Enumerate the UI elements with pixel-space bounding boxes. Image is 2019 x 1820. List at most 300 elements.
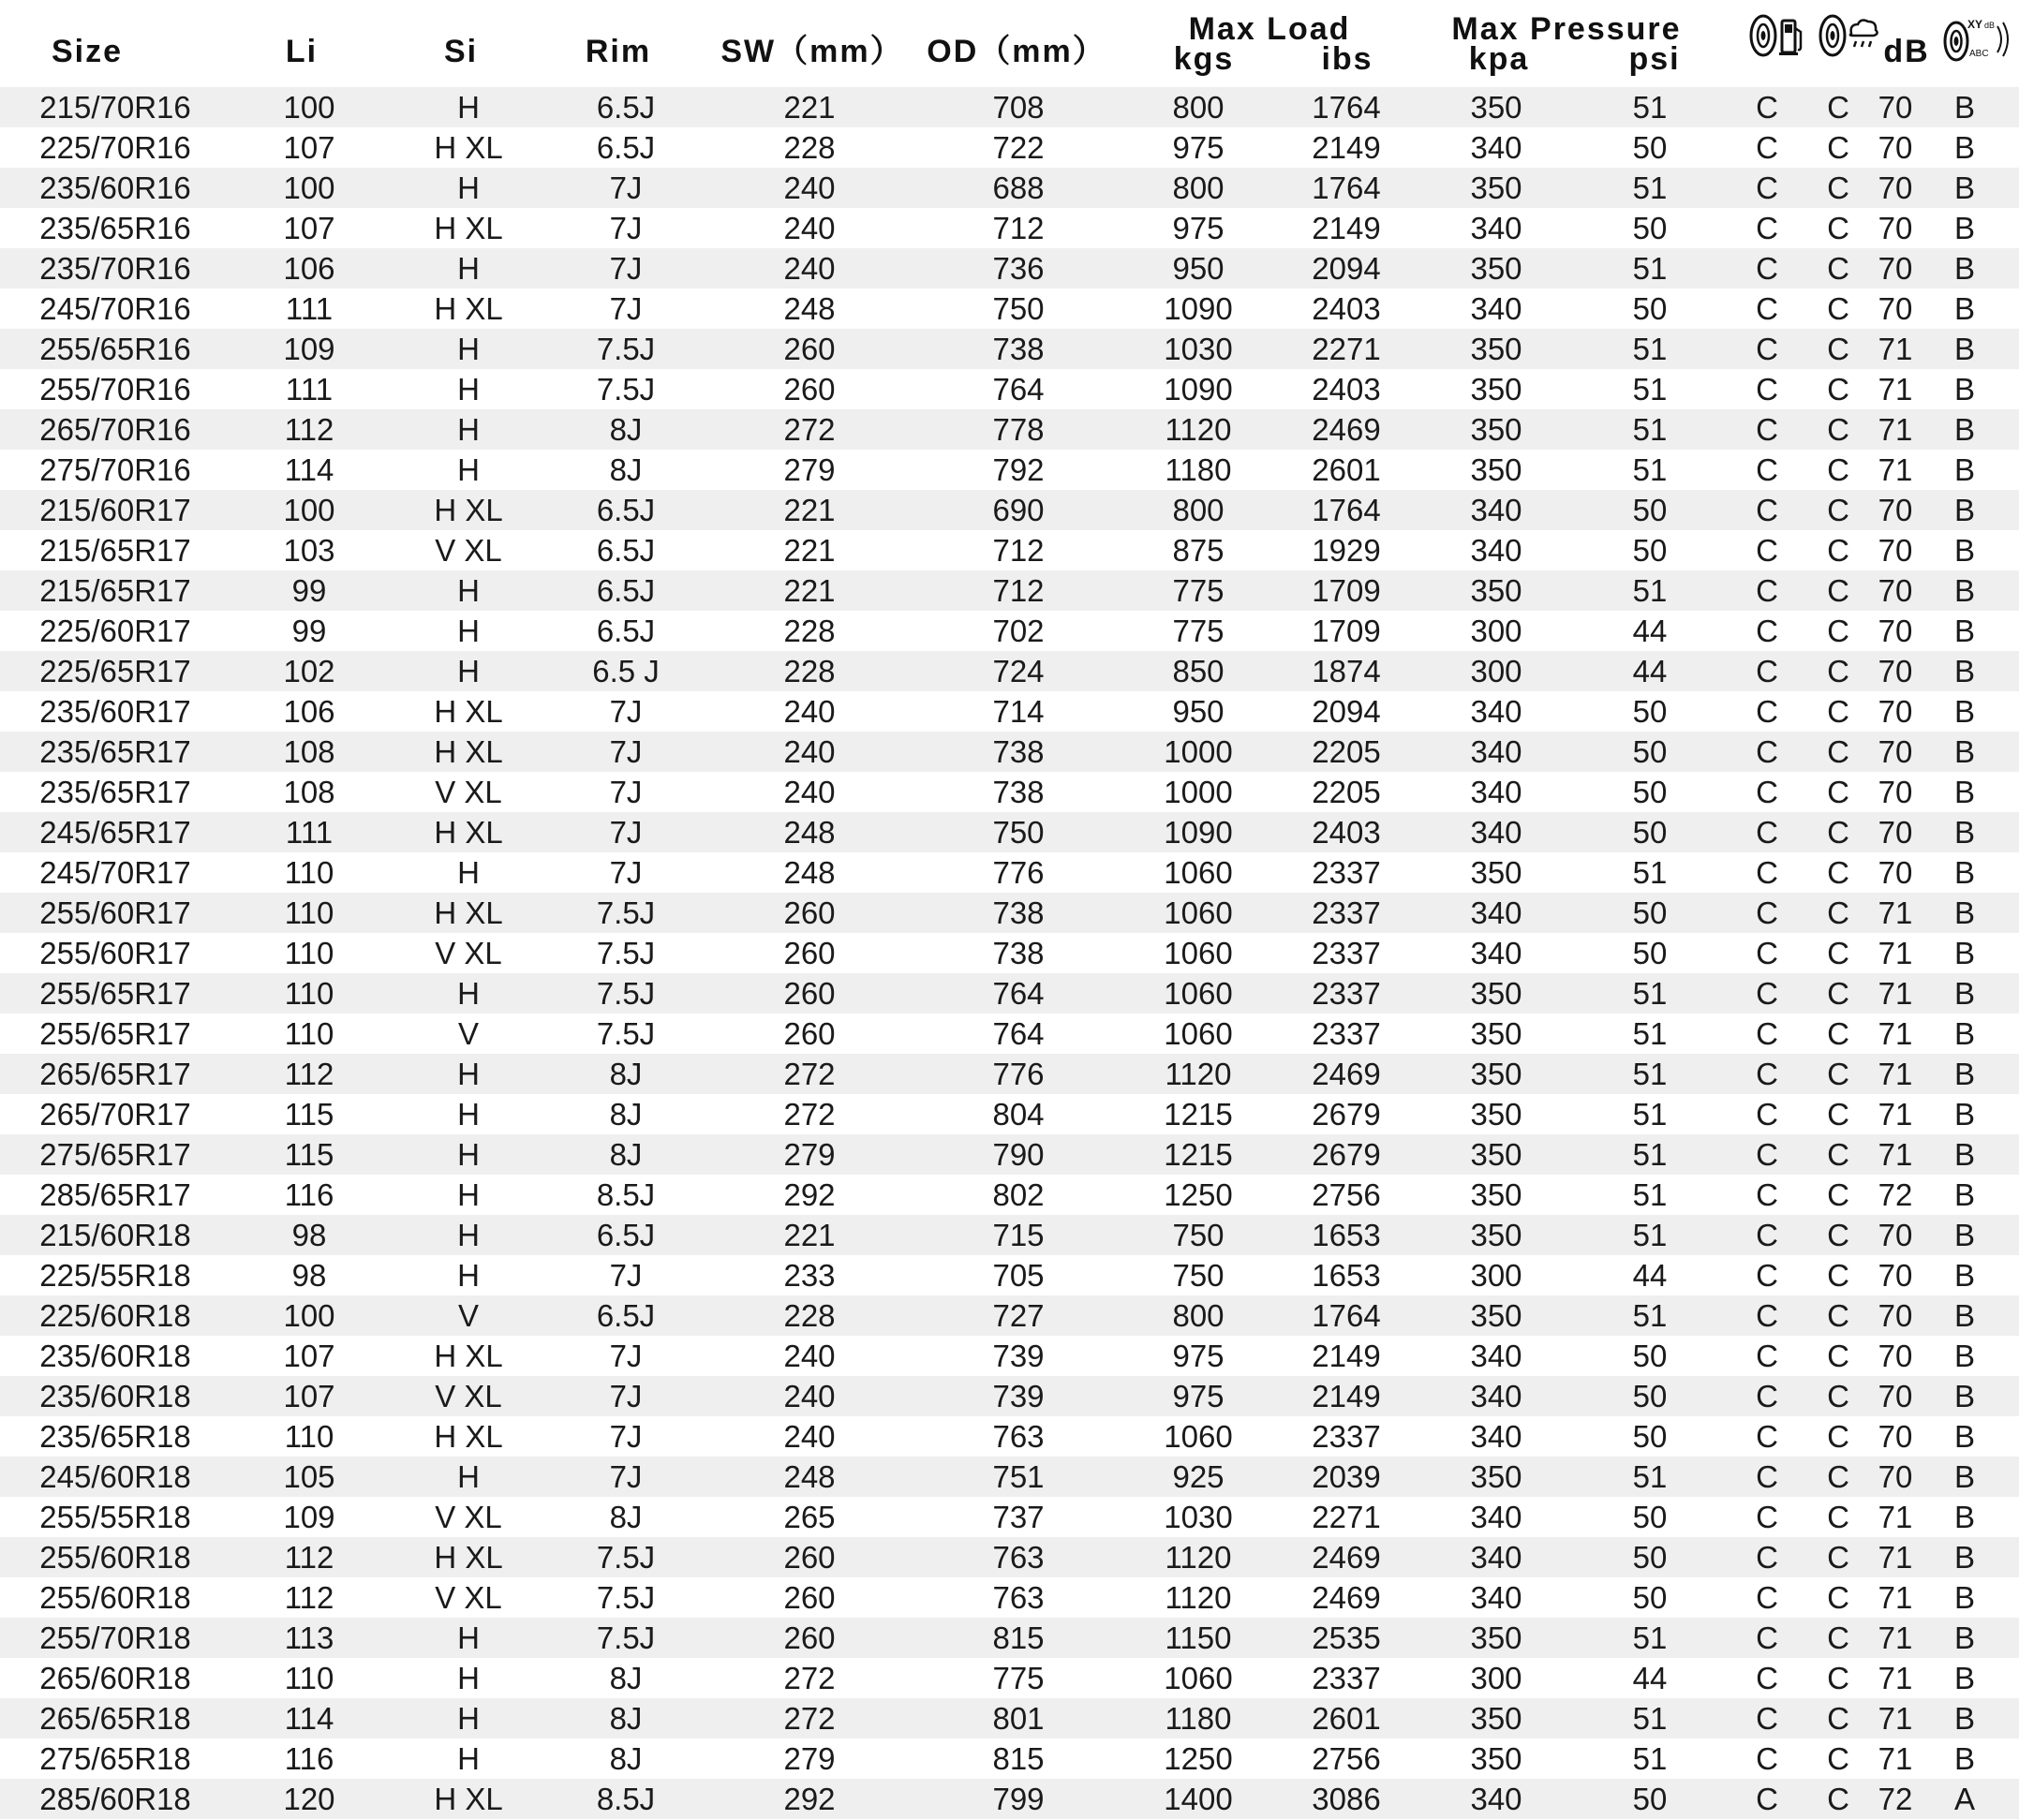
noise-class-icon (1939, 13, 2016, 66)
cell-wet-class: C (1827, 734, 1849, 769)
cell-li: 114 (284, 1701, 334, 1736)
cell-pressure-psi: 51 (1632, 170, 1668, 205)
cell-noise-db: 70 (1878, 614, 1913, 648)
cell-load-lbs: 2205 (1312, 734, 1381, 769)
cell-size: 245/70R16 (39, 291, 191, 326)
cell-rim: 8J (609, 452, 643, 487)
cell-si: H (457, 976, 480, 1011)
cell-si: V XL (435, 1500, 502, 1534)
cell-size: 235/60R17 (39, 694, 191, 729)
header-rim: Rim (585, 34, 652, 69)
table-row (0, 1134, 2019, 1175)
cell-pressure-kpa: 340 (1470, 130, 1522, 165)
cell-noise-db: 70 (1878, 1379, 1913, 1413)
cell-od: 750 (992, 291, 1045, 326)
cell-li: 100 (283, 90, 335, 125)
cell-sw: 248 (783, 291, 836, 326)
cell-load-lbs: 2337 (1312, 855, 1381, 890)
cell-pressure-kpa: 300 (1470, 654, 1522, 688)
cell-wet-class: C (1827, 1379, 1849, 1413)
cell-pressure-psi: 51 (1632, 855, 1668, 890)
cell-od: 764 (992, 372, 1045, 407)
cell-pressure-psi: 51 (1632, 1097, 1668, 1132)
cell-rim: 7J (609, 1258, 643, 1293)
cell-sw: 260 (783, 1540, 836, 1575)
cell-noise-class: B (1953, 291, 1976, 326)
cell-rim: 7J (609, 775, 643, 809)
cell-fuel-class: C (1756, 976, 1778, 1011)
cell-pressure-kpa: 340 (1470, 694, 1522, 729)
cell-load-kgs: 1180 (1165, 1701, 1232, 1736)
cell-size: 235/65R17 (39, 775, 191, 809)
cell-noise-db: 70 (1878, 1419, 1913, 1454)
cell-wet-class: C (1827, 1177, 1849, 1212)
cell-wet-class: C (1827, 1419, 1849, 1454)
cell-li: 110 (284, 1419, 334, 1454)
cell-fuel-class: C (1756, 130, 1778, 165)
cell-sw: 240 (783, 251, 836, 286)
cell-li: 112 (284, 1580, 334, 1615)
cell-fuel-class: C (1756, 1620, 1778, 1655)
cell-noise-class: B (1953, 734, 1976, 769)
cell-li: 100 (283, 493, 335, 527)
cell-rim: 8J (609, 1097, 643, 1132)
cell-od: 722 (992, 130, 1045, 165)
cell-noise-db: 71 (1878, 332, 1913, 366)
header-db: dB (1883, 34, 1930, 69)
header-sw: SW（mm） (720, 34, 904, 69)
cell-load-kgs: 1250 (1164, 1741, 1233, 1776)
cell-rim: 7.5J (596, 1620, 656, 1655)
cell-fuel-class: C (1756, 1339, 1778, 1373)
cell-pressure-psi: 50 (1632, 895, 1668, 930)
cell-od: 815 (992, 1620, 1045, 1655)
cell-pressure-psi: 50 (1632, 1339, 1668, 1373)
cell-wet-class: C (1827, 614, 1849, 648)
cell-wet-class: C (1827, 1339, 1849, 1373)
cell-sw: 260 (783, 976, 836, 1011)
cell-size: 255/55R18 (39, 1500, 191, 1534)
cell-wet-class: C (1827, 1580, 1849, 1615)
cell-si: H XL (434, 211, 503, 245)
cell-size: 235/60R16 (39, 170, 191, 205)
cell-si: H (457, 1661, 480, 1695)
cell-noise-class: B (1953, 452, 1976, 487)
cell-sw: 240 (783, 694, 836, 729)
cell-size: 215/65R17 (39, 533, 191, 568)
cell-load-kgs: 800 (1172, 493, 1225, 527)
cell-fuel-class: C (1756, 170, 1778, 205)
cell-load-kgs: 925 (1172, 1459, 1225, 1494)
cell-pressure-kpa: 340 (1470, 493, 1522, 527)
cell-pressure-psi: 50 (1632, 493, 1668, 527)
cell-noise-class: B (1953, 614, 1976, 648)
cell-pressure-kpa: 340 (1470, 936, 1522, 970)
cell-noise-db: 70 (1878, 573, 1913, 608)
cell-load-kgs: 1180 (1165, 452, 1232, 487)
cell-size: 245/65R17 (39, 815, 191, 850)
cell-load-lbs: 2337 (1312, 976, 1381, 1011)
cell-sw: 228 (783, 614, 836, 648)
cell-load-lbs: 1709 (1312, 573, 1381, 608)
cell-od: 763 (992, 1540, 1045, 1575)
table-row (0, 1698, 2019, 1739)
cell-od: 739 (992, 1379, 1045, 1413)
cell-wet-class: C (1827, 976, 1849, 1011)
cell-noise-class: B (1953, 936, 1976, 970)
cell-rim: 8.5J (596, 1782, 656, 1816)
cell-load-kgs: 850 (1172, 654, 1225, 688)
cell-load-kgs: 1090 (1164, 291, 1233, 326)
cell-load-lbs: 2403 (1312, 815, 1381, 850)
cell-pressure-kpa: 350 (1470, 372, 1522, 407)
cell-li: 110 (284, 1016, 334, 1051)
cell-size: 255/60R18 (39, 1580, 191, 1615)
cell-rim: 6.5J (596, 90, 656, 125)
cell-pressure-psi: 51 (1632, 1016, 1668, 1051)
cell-noise-class: B (1953, 775, 1976, 809)
cell-noise-class: B (1953, 815, 1976, 850)
cell-size: 255/60R18 (39, 1540, 191, 1575)
cell-rim: 7J (609, 170, 643, 205)
table-row (0, 1577, 2019, 1618)
cell-wet-class: C (1827, 1258, 1849, 1293)
noise-icon-db: dB (1984, 21, 1996, 30)
cell-size: 255/70R16 (39, 372, 191, 407)
cell-size: 255/65R17 (39, 976, 191, 1011)
cell-sw: 292 (783, 1782, 836, 1816)
cell-rim: 7J (609, 855, 643, 890)
table-row (0, 329, 2019, 369)
cell-pressure-psi: 50 (1632, 1782, 1668, 1816)
cell-li: 107 (283, 130, 335, 165)
cell-od: 763 (992, 1580, 1045, 1615)
cell-od: 712 (992, 533, 1045, 568)
cell-sw: 279 (783, 1741, 836, 1776)
cell-od: 764 (992, 976, 1045, 1011)
cell-noise-db: 70 (1878, 130, 1913, 165)
cell-pressure-psi: 51 (1632, 412, 1668, 447)
table-row (0, 1175, 2019, 1215)
cell-li: 115 (284, 1097, 334, 1132)
cell-load-lbs: 2756 (1312, 1741, 1381, 1776)
cell-load-lbs: 2149 (1312, 1339, 1381, 1373)
cell-noise-db: 70 (1878, 493, 1913, 527)
cell-load-kgs: 1060 (1164, 895, 1233, 930)
cell-wet-class: C (1827, 1741, 1849, 1776)
cell-rim: 8J (609, 1057, 643, 1091)
cell-od: 764 (992, 1016, 1045, 1051)
cell-load-lbs: 2094 (1312, 251, 1381, 286)
cell-rim: 6.5J (596, 1298, 656, 1333)
cell-fuel-class: C (1756, 291, 1778, 326)
cell-li: 116 (284, 1741, 334, 1776)
cell-li: 98 (291, 1258, 327, 1293)
cell-size: 215/60R17 (39, 493, 191, 527)
cell-fuel-class: C (1756, 1057, 1778, 1091)
cell-load-lbs: 3086 (1312, 1782, 1381, 1816)
table-row (0, 490, 2019, 530)
noise-icon-xy: XY (1967, 18, 1983, 31)
cell-noise-db: 71 (1878, 1580, 1913, 1615)
cell-noise-class: B (1953, 1701, 1976, 1736)
table-row (0, 1014, 2019, 1054)
cell-noise-class: B (1953, 1016, 1976, 1051)
cell-noise-db: 70 (1878, 1339, 1913, 1373)
cell-load-lbs: 2039 (1312, 1459, 1381, 1494)
cell-pressure-kpa: 300 (1470, 614, 1522, 648)
cell-si: V (457, 1016, 480, 1051)
cell-fuel-class: C (1756, 1177, 1778, 1212)
cell-si: H XL (434, 291, 503, 326)
cell-pressure-psi: 51 (1632, 1057, 1668, 1091)
cell-rim: 7.5J (596, 1016, 656, 1051)
cell-pressure-psi: 51 (1632, 573, 1668, 608)
cell-pressure-psi: 51 (1632, 1137, 1668, 1172)
cell-fuel-class: C (1756, 251, 1778, 286)
header-lbs: ibs (1321, 41, 1373, 77)
cell-fuel-class: C (1756, 895, 1778, 930)
cell-fuel-class: C (1756, 694, 1778, 729)
cell-load-kgs: 1120 (1165, 412, 1232, 447)
table-row (0, 248, 2019, 289)
cell-load-kgs: 1060 (1164, 976, 1233, 1011)
cell-li: 110 (284, 895, 334, 930)
cell-load-kgs: 875 (1172, 533, 1225, 568)
cell-od: 738 (992, 936, 1045, 970)
cell-sw: 279 (783, 452, 836, 487)
header-od: OD（mm） (927, 34, 1106, 69)
cell-pressure-kpa: 340 (1470, 815, 1522, 850)
cell-pressure-psi: 50 (1632, 1580, 1668, 1615)
cell-pressure-kpa: 350 (1470, 332, 1522, 366)
cell-pressure-psi: 51 (1632, 1459, 1668, 1494)
cell-wet-class: C (1827, 533, 1849, 568)
cell-noise-class: B (1953, 130, 1976, 165)
cell-rim: 8J (609, 1701, 643, 1736)
cell-noise-class: B (1953, 372, 1976, 407)
cell-noise-class: A (1953, 1782, 1976, 1816)
cell-fuel-class: C (1756, 533, 1778, 568)
cell-rim: 7J (609, 1339, 643, 1373)
header-max-pressure: Max Pressure (1451, 11, 1682, 47)
cell-si: H XL (434, 895, 503, 930)
cell-noise-db: 71 (1878, 1540, 1913, 1575)
table-row (0, 208, 2019, 248)
cell-sw: 260 (783, 936, 836, 970)
table-row (0, 168, 2019, 208)
cell-rim: 6.5J (596, 130, 656, 165)
cell-od: 712 (992, 211, 1045, 245)
table-row (0, 852, 2019, 893)
cell-rim: 8J (609, 1500, 643, 1534)
cell-load-lbs: 2469 (1312, 1540, 1381, 1575)
cell-load-kgs: 1000 (1164, 734, 1233, 769)
cell-si: H (457, 1258, 480, 1293)
table-row (0, 1376, 2019, 1416)
cell-size: 245/70R17 (39, 855, 191, 890)
cell-od: 688 (992, 170, 1045, 205)
cell-si: V XL (435, 936, 502, 970)
cell-li: 114 (284, 452, 334, 487)
cell-si: H XL (434, 734, 503, 769)
cell-pressure-kpa: 350 (1470, 573, 1522, 608)
cell-sw: 279 (783, 1137, 836, 1172)
cell-fuel-class: C (1756, 654, 1778, 688)
cell-load-kgs: 750 (1172, 1218, 1225, 1252)
cell-pressure-kpa: 350 (1470, 412, 1522, 447)
cell-si: H XL (434, 493, 503, 527)
cell-pressure-kpa: 350 (1470, 1057, 1522, 1091)
cell-load-lbs: 2094 (1312, 694, 1381, 729)
cell-sw: 240 (783, 775, 836, 809)
cell-size: 225/60R17 (39, 614, 191, 648)
cell-pressure-psi: 50 (1632, 936, 1668, 970)
cell-pressure-kpa: 340 (1470, 291, 1522, 326)
cell-rim: 6.5J (596, 493, 656, 527)
table-row (0, 530, 2019, 570)
cell-li: 105 (283, 1459, 335, 1494)
cell-noise-class: B (1953, 1540, 1976, 1575)
cell-load-kgs: 1030 (1164, 1500, 1233, 1534)
cell-si: H (457, 251, 480, 286)
cell-fuel-class: C (1756, 1016, 1778, 1051)
cell-size: 235/65R18 (39, 1419, 191, 1454)
cell-sw: 272 (783, 1701, 836, 1736)
cell-li: 99 (291, 614, 327, 648)
cell-pressure-kpa: 300 (1470, 1258, 1522, 1293)
table-row (0, 1215, 2019, 1255)
cell-sw: 221 (783, 493, 836, 527)
cell-size: 275/65R18 (39, 1741, 191, 1776)
cell-sw: 260 (783, 372, 836, 407)
cell-pressure-kpa: 340 (1470, 775, 1522, 809)
cell-load-kgs: 1120 (1165, 1540, 1232, 1575)
cell-load-lbs: 2337 (1312, 936, 1381, 970)
cell-load-kgs: 1090 (1164, 372, 1233, 407)
cell-load-kgs: 1215 (1164, 1137, 1233, 1172)
cell-pressure-kpa: 350 (1470, 452, 1522, 487)
cell-pressure-kpa: 350 (1470, 976, 1522, 1011)
cell-fuel-class: C (1756, 734, 1778, 769)
cell-li: 98 (291, 1218, 327, 1252)
cell-od: 799 (992, 1782, 1045, 1816)
cell-od: 737 (992, 1500, 1045, 1534)
cell-noise-db: 71 (1878, 1097, 1913, 1132)
cell-fuel-class: C (1756, 1580, 1778, 1615)
cell-li: 109 (283, 332, 335, 366)
cell-size: 265/65R17 (39, 1057, 191, 1091)
cell-size: 275/65R17 (39, 1137, 191, 1172)
cell-fuel-class: C (1756, 1661, 1778, 1695)
cell-si: H (457, 412, 480, 447)
cell-wet-class: C (1827, 573, 1849, 608)
table-row (0, 1739, 2019, 1779)
cell-si: H XL (434, 1782, 503, 1816)
cell-si: H (457, 372, 480, 407)
cell-load-kgs: 1090 (1164, 815, 1233, 850)
cell-sw: 248 (783, 855, 836, 890)
cell-noise-class: B (1953, 1298, 1976, 1333)
cell-sw: 240 (783, 211, 836, 245)
cell-size: 215/70R16 (39, 90, 191, 125)
cell-wet-class: C (1827, 1500, 1849, 1534)
cell-pressure-kpa: 350 (1470, 1097, 1522, 1132)
cell-rim: 8J (609, 1137, 643, 1172)
cell-sw: 272 (783, 1057, 836, 1091)
cell-size: 265/65R18 (39, 1701, 191, 1736)
cell-noise-db: 70 (1878, 291, 1913, 326)
cell-li: 109 (283, 1500, 335, 1534)
cell-wet-class: C (1827, 170, 1849, 205)
cell-pressure-psi: 51 (1632, 1218, 1668, 1252)
cell-rim: 7.5J (596, 372, 656, 407)
cell-si: H (457, 1701, 480, 1736)
cell-rim: 7J (609, 291, 643, 326)
cell-wet-class: C (1827, 332, 1849, 366)
table-row (0, 1094, 2019, 1134)
cell-rim: 7J (609, 734, 643, 769)
cell-noise-db: 71 (1878, 1741, 1913, 1776)
table-row (0, 1416, 2019, 1457)
table-row (0, 1658, 2019, 1698)
cell-load-lbs: 1653 (1312, 1258, 1381, 1293)
cell-noise-class: B (1953, 1258, 1976, 1293)
cell-fuel-class: C (1756, 1137, 1778, 1172)
cell-noise-class: B (1953, 1097, 1976, 1132)
cell-si: H (457, 1057, 480, 1091)
cell-li: 112 (284, 412, 334, 447)
cell-load-lbs: 2271 (1312, 332, 1381, 366)
cell-pressure-kpa: 340 (1470, 895, 1522, 930)
cell-pressure-psi: 50 (1632, 734, 1668, 769)
table-row (0, 1537, 2019, 1577)
table-row (0, 1054, 2019, 1094)
cell-sw: 233 (783, 1258, 836, 1293)
cell-wet-class: C (1827, 1620, 1849, 1655)
cell-rim: 7.5J (596, 936, 656, 970)
cell-noise-db: 70 (1878, 815, 1913, 850)
cell-fuel-class: C (1756, 815, 1778, 850)
cell-pressure-kpa: 340 (1470, 1782, 1522, 1816)
cell-wet-class: C (1827, 855, 1849, 890)
cell-li: 107 (283, 1339, 335, 1373)
cell-wet-class: C (1827, 1540, 1849, 1575)
cell-sw: 260 (783, 895, 836, 930)
cell-fuel-class: C (1756, 1782, 1778, 1816)
table-row (0, 87, 2019, 127)
cell-load-kgs: 1060 (1164, 1419, 1233, 1454)
cell-od: 792 (992, 452, 1045, 487)
cell-load-lbs: 2337 (1312, 1016, 1381, 1051)
cell-pressure-kpa: 350 (1470, 1177, 1522, 1212)
cell-pressure-kpa: 350 (1470, 170, 1522, 205)
cell-pressure-psi: 50 (1632, 130, 1668, 165)
cell-fuel-class: C (1756, 614, 1778, 648)
cell-si: H (457, 1620, 480, 1655)
cell-noise-class: B (1953, 573, 1976, 608)
cell-od: 776 (992, 855, 1045, 890)
cell-pressure-kpa: 340 (1470, 211, 1522, 245)
cell-noise-class: B (1953, 1580, 1976, 1615)
cell-od: 738 (992, 734, 1045, 769)
cell-load-kgs: 800 (1172, 90, 1225, 125)
cell-size: 235/60R18 (39, 1379, 191, 1413)
cell-fuel-class: C (1756, 573, 1778, 608)
cell-li: 100 (283, 1298, 335, 1333)
cell-wet-class: C (1827, 775, 1849, 809)
cell-pressure-psi: 51 (1632, 1741, 1668, 1776)
